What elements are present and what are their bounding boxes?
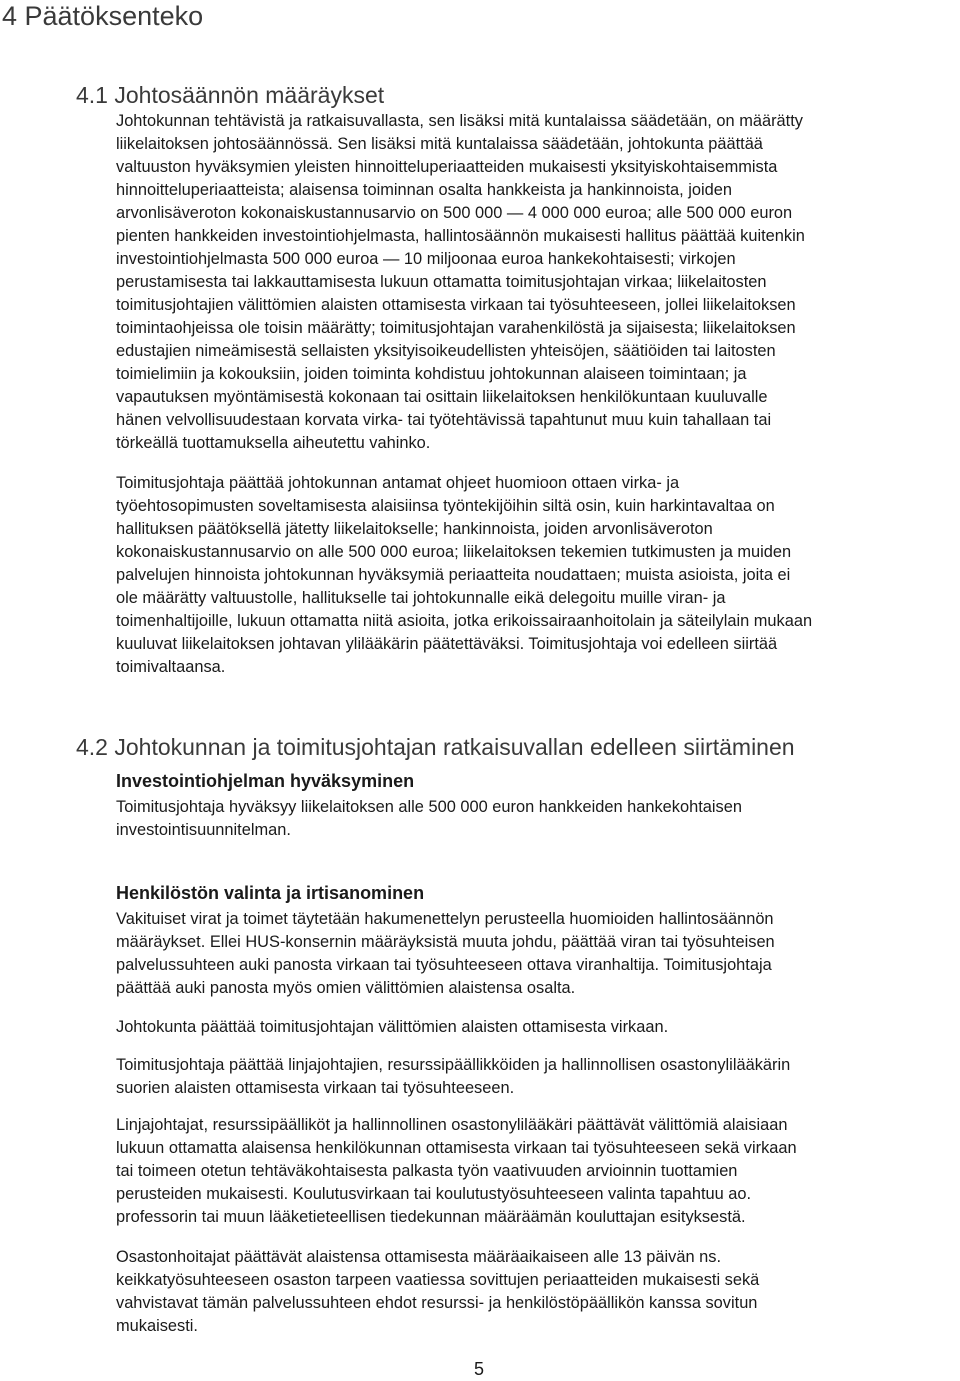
text-line: suorien alaisten ottamisesta virkaan tai työsuhteeseen.	[116, 1079, 515, 1097]
text-line: mukaisesti.	[116, 1317, 198, 1335]
subheading-henkilosto: Henkilöstön valinta ja irtisanominen	[116, 883, 425, 903]
text-line: Toimitusjohtaja päättää linjajohtajien, resurssipäällikköiden ja hallinnollisen osastonylilääkärin	[116, 1056, 791, 1074]
text-line: Johtokunta päättää toimitusjohtajan välittömien alaisten ottamisesta virkaan.	[116, 1018, 669, 1036]
text-line: Toimitusjohtaja hyväksyy liikelaitoksen alle 500 000 euron hankkeiden hankekohtaisen	[116, 798, 742, 816]
text-line: pienten hankkeiden investointiohjelmasta, hallintosäännön mukaisesti hallitus päättää kuitenkin	[116, 227, 805, 245]
page-number: 5	[474, 1359, 485, 1379]
text-line: perusteiden mukaisesti. Koulutusvirkaan tai koulutustyösuhteeseen valinta tapahtuu ao.	[116, 1185, 752, 1203]
text-line: investointisuunnitelman.	[116, 821, 291, 839]
text-line: päättää auki panosta myös omien välittömien alaistensa osalta.	[116, 979, 576, 997]
text-line: toimintaohjeissa ole toisin määrätty; toimitusjohtajan varahenkilöstä ja sijaisesta; liikelaitoksen	[116, 319, 796, 337]
text-line: toimenhaltijoille, lukuun ottamatta niitä asioita, jotka erikoissairaanhoitolain ja säteilylain mukaan	[116, 612, 813, 630]
text-line: keikkatyösuhteeseen osaston tarpeen vaatiessa sovittujen periaatteiden mukaisesti sekä	[116, 1271, 760, 1289]
text-line: hänen velvollisuudestaan korvata virka- tai työtehtävissä tapahtunut muu kuin tahallaan tai	[116, 411, 772, 429]
text-line: Osastonhoitajat päättävät alaistensa ottamisesta määräaikaiseen alle 13 päivän ns.	[116, 1248, 721, 1266]
text-line: työehtosopimusten soveltamisesta alaisiinsa työntekijöihin siltä osin, kuin harkintavaltaa on	[116, 497, 775, 515]
text-line: törkeällä tuottamuksella aiheutettu vahinko.	[116, 434, 431, 452]
text-line: määräykset. Ellei HUS-konsernin määräyksistä muuta johdu, päättää viran tai työsuhteisen	[116, 933, 775, 951]
text-line: hallituksen päätöksellä jätetty liikelaitokselle; hankinnoista, joiden arvonlisäveroton	[116, 520, 713, 538]
page-title: 4 Päätöksenteko	[2, 1, 204, 31]
text-line: ole määrätty valtuustolle, hallitukselle tai johtokunnalle eikä delegoitu muille viran- ja	[116, 589, 726, 607]
section-heading-4-2: 4.2 Johtokunnan ja toimitusjohtajan ratkaisuvallan edelleen siirtäminen	[76, 734, 795, 760]
text-line: kuuluvat liikelaitoksen johtavan ylilääkärin päätettäväksi. Toimitusjohtaja voi edelleen siirtää	[116, 635, 778, 653]
text-line: Johtokunnan tehtävistä ja ratkaisuvallasta, sen lisäksi mitä kuntalaissa säädetään, on määrätty	[116, 112, 803, 130]
text-line: vapautuksen myöntämisestä kokonaan tai osittain liikelaitoksen henkilökuntaan kuuluvalle	[116, 388, 768, 406]
text-line: toimielimiin ja kokouksiin, joiden toiminta kohdistuu johtokunnan alaiseen toimintaan; ja	[116, 365, 747, 383]
text-line: investointiohjelmasta 500 000 euroa — 10 miljoonaa euroa hankekohtaisesti; virkojen	[116, 250, 736, 268]
text-line: palvelussuhteen auki panosta virkaan tai työsuhteeseen ottava viranhaltija. Toimitusjohtaja	[116, 956, 772, 974]
text-line: valtuuston hyväksymien yleisten hinnoitteluperiaatteiden mukaisesti yksityiskohtaisemmista	[116, 158, 778, 176]
text-line: hinnoitteluperiaatteista; alaisensa toiminnan osalta hankkeista ja hankinnoista, joiden	[116, 181, 732, 199]
text-line: Vakituiset virat ja toimet täytetään hakumenettelyn perusteella huomioiden hallintosäännön	[116, 910, 774, 928]
paragraph-investointi	[116, 796, 948, 842]
text-line: palvelujen hinnoista johtokunnan hyväksymiä periaatteita noudattaen; muista asioista, joita ei	[116, 566, 791, 584]
paragraph-johtokunta-paattaa	[116, 1016, 948, 1039]
text-line: liikelaitoksen johtosäännössä. Sen lisäksi mitä kuntalaissa säädetään, johtokunta päättää	[116, 135, 763, 153]
text-line: perustamisesta tai lakkauttamisesta lukuun ottamatta toimitusjohtajan virkaa; liikelaitosten	[116, 273, 767, 291]
text-line: toimivaltaansa.	[116, 658, 226, 676]
text-line: Toimitusjohtaja päättää johtokunnan antamat ohjeet huomioon ottaen virka- ja	[116, 474, 680, 492]
text-line: toimitusjohtajien välittömien alaisten ottamisesta virkaan tai työsuhteeseen, jollei liikelaitoksen	[116, 296, 796, 314]
text-line: tai toimeen otetun tehtäväkohtaisesta palkasta työn vaativuuden arvioinnin tuottamien	[116, 1162, 738, 1180]
paragraph-linjajohtajien	[116, 1054, 948, 1100]
text-line: vahvistavat tämän palvelussuhteen ehdot resurssi- ja henkilöstöpäällikön kanssa sovitun	[116, 1294, 758, 1312]
text-line: Linjajohtajat, resurssipäälliköt ja hallinnollinen osastonylilääkäri päättävät välittömiä alaisiaan	[116, 1116, 788, 1134]
paragraph-toimitusjohtaja	[116, 472, 948, 679]
section-heading-4-1: 4.1 Johtosäännön määräykset	[76, 82, 385, 108]
text-line: lukuun ottamatta alaisensa henkilökunnan ottamisesta virkaan tai työsuhteeseen sekä virkaan	[116, 1139, 797, 1157]
text-line: edustajien nimeämisestä sellaisten yksityisoikeudellisten yhteisöjen, säätiöiden tai laitosten	[116, 342, 776, 360]
text-line: arvonlisäveroton kokonaiskustannusarvio on 500 000 — 4 000 000 euroa; alle 500 000 euron	[116, 204, 793, 222]
text-line: professorin tai muun lääketieteellisen tiedekunnan määräämän kouluttajan esityksestä.	[116, 1208, 746, 1226]
paragraph-osastonhoitajat	[116, 1246, 948, 1338]
paragraph-vakituiset	[116, 908, 948, 1000]
text-line: kokonaiskustannusarvio on alle 500 000 euroa; liikelaitoksen tekemien tutkimusten ja muiden	[116, 543, 792, 561]
subheading-investointiohjelma: Investointiohjelman hyväksyminen	[116, 771, 415, 791]
paragraph-johtokunta	[116, 110, 948, 455]
paragraph-linjajohtajat	[116, 1114, 948, 1229]
